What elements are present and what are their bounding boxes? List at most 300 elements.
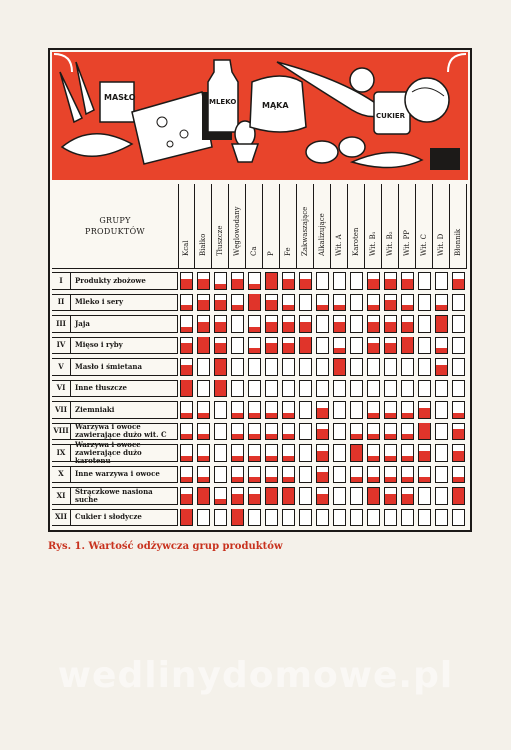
row-number: III bbox=[52, 316, 71, 332]
value-cell bbox=[452, 272, 465, 290]
value-cell bbox=[299, 509, 312, 527]
value-cell bbox=[180, 294, 193, 312]
value-bar bbox=[385, 477, 396, 482]
value-bar bbox=[181, 305, 192, 310]
column-header-label: Zakwaszające bbox=[301, 206, 309, 256]
value-cell bbox=[282, 444, 295, 462]
value-cell bbox=[180, 487, 193, 505]
value-cell bbox=[418, 272, 431, 290]
row-number: VII bbox=[52, 402, 71, 418]
value-cell bbox=[231, 401, 244, 419]
value-bar bbox=[368, 434, 379, 439]
value-cell bbox=[197, 337, 210, 355]
value-cell bbox=[197, 487, 210, 505]
value-bar bbox=[317, 408, 328, 418]
chocolate-icon bbox=[430, 148, 460, 170]
value-bar bbox=[385, 456, 396, 461]
value-cell bbox=[367, 423, 380, 441]
value-bar bbox=[453, 488, 464, 504]
value-bar bbox=[232, 434, 243, 439]
value-bar bbox=[402, 477, 413, 482]
row-name: Mleko i sery bbox=[75, 297, 124, 307]
value-bar bbox=[300, 279, 311, 289]
value-bar bbox=[181, 327, 192, 332]
value-bar bbox=[334, 322, 345, 332]
value-cell bbox=[435, 380, 448, 398]
row-label bbox=[52, 380, 178, 398]
value-bar bbox=[436, 365, 447, 375]
value-bar bbox=[300, 337, 311, 353]
value-cell bbox=[418, 401, 431, 419]
row-number: I bbox=[52, 273, 71, 289]
value-cell bbox=[367, 337, 380, 355]
value-cell bbox=[401, 487, 414, 505]
value-cell bbox=[316, 294, 329, 312]
value-cell bbox=[197, 509, 210, 527]
value-cell bbox=[248, 358, 261, 376]
column-header bbox=[280, 184, 297, 268]
value-cell bbox=[333, 466, 346, 484]
value-bar bbox=[266, 434, 277, 439]
value-cell bbox=[384, 294, 397, 312]
value-bar bbox=[385, 413, 396, 418]
table-header-title bbox=[52, 184, 179, 268]
value-cell bbox=[452, 294, 465, 312]
value-bar bbox=[317, 305, 328, 310]
value-bar bbox=[198, 337, 209, 353]
value-cell bbox=[231, 380, 244, 398]
value-cell bbox=[197, 423, 210, 441]
value-cell bbox=[384, 401, 397, 419]
row-label bbox=[52, 466, 178, 484]
value-cell bbox=[214, 358, 227, 376]
value-bar bbox=[436, 348, 447, 353]
value-bar bbox=[334, 348, 345, 353]
value-cell bbox=[367, 358, 380, 376]
value-bar bbox=[198, 413, 209, 418]
value-cell bbox=[350, 444, 363, 462]
column-header-label: Fe bbox=[284, 247, 292, 256]
value-cell bbox=[316, 401, 329, 419]
value-cell bbox=[180, 401, 193, 419]
value-cell bbox=[316, 337, 329, 355]
value-cell bbox=[231, 466, 244, 484]
value-bar bbox=[232, 305, 243, 310]
svg-text:MĄKA: MĄKA bbox=[262, 101, 289, 110]
row-name: Jaja bbox=[75, 318, 90, 328]
row-label bbox=[52, 272, 178, 290]
value-cell bbox=[231, 444, 244, 462]
value-cell bbox=[282, 380, 295, 398]
value-cell bbox=[367, 272, 380, 290]
value-cell bbox=[231, 509, 244, 527]
value-cell bbox=[265, 444, 278, 462]
value-bar bbox=[334, 305, 345, 310]
value-cell bbox=[367, 466, 380, 484]
value-cell bbox=[316, 466, 329, 484]
value-bar bbox=[283, 322, 294, 332]
value-bar bbox=[215, 359, 226, 375]
value-cell bbox=[350, 315, 363, 333]
row-name: Mięso i ryby bbox=[75, 340, 123, 350]
value-bar bbox=[232, 456, 243, 461]
value-cell bbox=[316, 423, 329, 441]
value-cell bbox=[452, 337, 465, 355]
value-cell bbox=[248, 466, 261, 484]
value-bar bbox=[198, 300, 209, 310]
value-bar bbox=[334, 359, 345, 375]
value-cell bbox=[452, 423, 465, 441]
row-name: Masło i śmietana bbox=[75, 361, 142, 371]
value-cell bbox=[452, 315, 465, 333]
value-bar bbox=[215, 343, 226, 353]
value-cell bbox=[231, 337, 244, 355]
value-cell bbox=[401, 380, 414, 398]
value-bar bbox=[368, 279, 379, 289]
value-cell bbox=[316, 444, 329, 462]
value-cell bbox=[231, 294, 244, 312]
value-cell bbox=[214, 423, 227, 441]
butter-box-icon bbox=[100, 82, 134, 122]
column-header-label: Ca bbox=[250, 246, 258, 256]
value-cell bbox=[333, 358, 346, 376]
column-header-label: Karoten bbox=[352, 227, 360, 256]
value-bar bbox=[385, 322, 396, 332]
value-bar bbox=[453, 279, 464, 289]
value-cell bbox=[384, 423, 397, 441]
cabbage-icon bbox=[405, 78, 449, 122]
value-cell bbox=[214, 337, 227, 355]
value-cell bbox=[299, 466, 312, 484]
column-header bbox=[297, 184, 314, 268]
value-bar bbox=[232, 413, 243, 418]
column-header bbox=[399, 184, 416, 268]
row-name: Warzywa i owoce zawierające dużo karotenu bbox=[75, 439, 142, 465]
value-cell bbox=[299, 423, 312, 441]
value-bar bbox=[215, 322, 226, 332]
column-header bbox=[178, 184, 195, 268]
flower-icon bbox=[350, 68, 374, 92]
value-cell bbox=[367, 294, 380, 312]
header-title-line-2: PRODUKTÓW bbox=[85, 227, 145, 236]
value-cell bbox=[180, 337, 193, 355]
value-bar bbox=[266, 343, 277, 353]
column-header bbox=[382, 184, 399, 268]
value-bar bbox=[215, 284, 226, 289]
value-bar bbox=[266, 413, 277, 418]
value-cell bbox=[214, 509, 227, 527]
value-bar bbox=[368, 305, 379, 310]
value-cell bbox=[418, 294, 431, 312]
value-bar bbox=[181, 365, 192, 375]
value-cell bbox=[401, 358, 414, 376]
value-cell bbox=[384, 337, 397, 355]
value-cell bbox=[299, 358, 312, 376]
column-header bbox=[450, 184, 467, 268]
row-number: XI bbox=[52, 488, 71, 504]
value-cell bbox=[350, 272, 363, 290]
figure-caption: Rys. 1. Wartość odżywcza grup produktów bbox=[48, 541, 283, 552]
value-bar bbox=[181, 434, 192, 439]
value-cell bbox=[384, 487, 397, 505]
value-cell bbox=[197, 466, 210, 484]
value-cell bbox=[316, 487, 329, 505]
value-bar bbox=[198, 322, 209, 332]
value-cell bbox=[333, 444, 346, 462]
value-cell bbox=[435, 423, 448, 441]
value-bar bbox=[283, 413, 294, 418]
value-cell bbox=[214, 401, 227, 419]
value-cell bbox=[265, 487, 278, 505]
value-bar bbox=[351, 477, 362, 482]
value-bar bbox=[181, 413, 192, 418]
value-bar bbox=[283, 456, 294, 461]
value-cell bbox=[231, 315, 244, 333]
value-cell bbox=[401, 444, 414, 462]
value-cell bbox=[299, 294, 312, 312]
column-header bbox=[314, 184, 331, 268]
value-cell bbox=[231, 272, 244, 290]
value-cell bbox=[384, 358, 397, 376]
value-bar bbox=[249, 477, 260, 482]
row-label bbox=[52, 509, 178, 527]
value-cell bbox=[299, 401, 312, 419]
value-bar bbox=[385, 434, 396, 439]
value-cell bbox=[401, 337, 414, 355]
value-bar bbox=[385, 300, 396, 310]
value-cell bbox=[418, 380, 431, 398]
food-illustration bbox=[52, 52, 468, 180]
value-bar bbox=[181, 509, 192, 525]
value-cell bbox=[214, 315, 227, 333]
value-cell bbox=[316, 315, 329, 333]
value-cell bbox=[214, 466, 227, 484]
value-cell bbox=[265, 272, 278, 290]
column-header bbox=[331, 184, 348, 268]
value-bar bbox=[198, 488, 209, 504]
value-cell bbox=[452, 401, 465, 419]
value-bar bbox=[266, 300, 277, 310]
value-bar bbox=[215, 300, 226, 310]
value-cell bbox=[214, 444, 227, 462]
row-number: IV bbox=[52, 338, 71, 354]
value-cell bbox=[214, 272, 227, 290]
value-cell bbox=[282, 466, 295, 484]
value-bar bbox=[249, 294, 260, 310]
value-cell bbox=[452, 358, 465, 376]
header-title-line-1: GRUPY bbox=[99, 216, 131, 225]
value-cell bbox=[316, 380, 329, 398]
row-name: Cukier i słodycze bbox=[75, 512, 142, 522]
value-cell bbox=[282, 509, 295, 527]
value-bar bbox=[181, 380, 192, 396]
value-cell bbox=[435, 509, 448, 527]
value-cell bbox=[197, 315, 210, 333]
value-cell bbox=[197, 380, 210, 398]
value-cell bbox=[265, 466, 278, 484]
value-bar bbox=[249, 434, 260, 439]
watermark: wedlinydomowe.pl bbox=[57, 655, 454, 696]
value-cell bbox=[401, 401, 414, 419]
value-cell bbox=[401, 315, 414, 333]
value-cell bbox=[350, 423, 363, 441]
value-cell bbox=[418, 487, 431, 505]
value-cell bbox=[265, 401, 278, 419]
column-header-label: Błonnik bbox=[454, 228, 462, 256]
value-bar bbox=[266, 322, 277, 332]
column-header-label: Tłuszcze bbox=[216, 225, 224, 256]
value-cell bbox=[367, 509, 380, 527]
row-number: IX bbox=[52, 445, 71, 461]
row-label bbox=[52, 294, 178, 312]
value-cell bbox=[265, 509, 278, 527]
value-cell bbox=[180, 423, 193, 441]
value-cell bbox=[367, 487, 380, 505]
value-bar bbox=[300, 322, 311, 332]
value-cell bbox=[265, 423, 278, 441]
value-cell bbox=[401, 423, 414, 441]
value-cell bbox=[435, 315, 448, 333]
value-bar bbox=[249, 348, 260, 353]
column-header bbox=[246, 184, 263, 268]
value-cell bbox=[350, 358, 363, 376]
value-bar bbox=[198, 477, 209, 482]
value-cell bbox=[350, 509, 363, 527]
row-name: Strączkowe nasiona suche bbox=[75, 486, 153, 504]
column-header bbox=[433, 184, 450, 268]
row-number: VIII bbox=[52, 424, 71, 440]
value-cell bbox=[333, 487, 346, 505]
value-cell bbox=[231, 487, 244, 505]
value-bar bbox=[283, 343, 294, 353]
value-cell bbox=[435, 487, 448, 505]
column-header-label: P bbox=[267, 251, 275, 256]
header-divider bbox=[52, 268, 467, 269]
value-cell bbox=[367, 401, 380, 419]
row-label bbox=[52, 423, 178, 441]
value-cell bbox=[418, 444, 431, 462]
column-header-label: Alkalizujące bbox=[318, 213, 326, 256]
value-cell bbox=[231, 358, 244, 376]
value-bar bbox=[215, 380, 226, 396]
value-bar bbox=[181, 477, 192, 482]
column-header-label: Węglowodany bbox=[233, 206, 241, 256]
column-header bbox=[348, 184, 365, 268]
value-cell bbox=[401, 466, 414, 484]
value-bar bbox=[453, 477, 464, 482]
svg-text:MASŁO: MASŁO bbox=[104, 93, 136, 102]
value-cell bbox=[265, 380, 278, 398]
value-cell bbox=[401, 272, 414, 290]
value-cell bbox=[214, 380, 227, 398]
value-bar bbox=[181, 456, 192, 461]
value-cell bbox=[333, 401, 346, 419]
value-bar bbox=[249, 413, 260, 418]
value-bar bbox=[436, 316, 447, 332]
value-cell bbox=[333, 337, 346, 355]
value-bar bbox=[385, 343, 396, 353]
value-cell bbox=[282, 315, 295, 333]
value-cell bbox=[282, 401, 295, 419]
value-cell bbox=[367, 315, 380, 333]
value-cell bbox=[248, 337, 261, 355]
value-cell bbox=[401, 294, 414, 312]
value-bar bbox=[181, 494, 192, 504]
row-number: VI bbox=[52, 381, 71, 397]
value-cell bbox=[333, 380, 346, 398]
value-bar bbox=[215, 499, 226, 504]
row-number: X bbox=[52, 467, 71, 483]
value-bar bbox=[181, 343, 192, 353]
value-bar bbox=[351, 445, 362, 461]
value-cell bbox=[384, 272, 397, 290]
value-bar bbox=[419, 451, 430, 461]
value-cell bbox=[350, 380, 363, 398]
row-name: Warzywa i owoce zawierające dużo wit. C bbox=[75, 422, 167, 440]
value-bar bbox=[283, 279, 294, 289]
row-name: Produkty zbożowe bbox=[75, 275, 146, 285]
value-cell bbox=[197, 401, 210, 419]
value-cell bbox=[452, 444, 465, 462]
value-cell bbox=[180, 509, 193, 527]
value-bar bbox=[198, 434, 209, 439]
value-cell bbox=[299, 487, 312, 505]
value-cell bbox=[197, 294, 210, 312]
value-bar bbox=[266, 488, 277, 504]
value-cell bbox=[282, 423, 295, 441]
column-header-label: Wit. A bbox=[335, 234, 343, 256]
value-bar bbox=[249, 494, 260, 504]
column-header-label: Wit. PP bbox=[403, 230, 411, 256]
value-cell bbox=[452, 380, 465, 398]
value-cell bbox=[435, 444, 448, 462]
value-cell bbox=[435, 272, 448, 290]
value-cell bbox=[299, 337, 312, 355]
value-bar bbox=[317, 472, 328, 482]
value-bar bbox=[317, 429, 328, 439]
value-bar bbox=[317, 451, 328, 461]
value-cell bbox=[180, 315, 193, 333]
value-cell bbox=[401, 509, 414, 527]
value-cell bbox=[282, 272, 295, 290]
column-header bbox=[416, 184, 433, 268]
value-cell bbox=[418, 315, 431, 333]
column-header bbox=[365, 184, 382, 268]
value-cell bbox=[384, 466, 397, 484]
value-bar bbox=[402, 322, 413, 332]
value-cell bbox=[180, 380, 193, 398]
value-cell bbox=[418, 337, 431, 355]
value-cell bbox=[197, 444, 210, 462]
value-cell bbox=[452, 509, 465, 527]
value-bar bbox=[419, 477, 430, 482]
value-cell bbox=[265, 337, 278, 355]
value-cell bbox=[231, 423, 244, 441]
value-bar bbox=[368, 413, 379, 418]
value-cell bbox=[418, 466, 431, 484]
value-cell bbox=[197, 272, 210, 290]
value-bar bbox=[453, 413, 464, 418]
value-cell bbox=[180, 466, 193, 484]
nutrition-table bbox=[52, 184, 468, 528]
value-cell bbox=[367, 380, 380, 398]
value-bar bbox=[283, 488, 294, 504]
value-cell bbox=[350, 466, 363, 484]
row-name: Inne warzywa i owoce bbox=[75, 469, 160, 479]
value-cell bbox=[367, 444, 380, 462]
row-label bbox=[52, 401, 178, 419]
value-cell bbox=[248, 380, 261, 398]
